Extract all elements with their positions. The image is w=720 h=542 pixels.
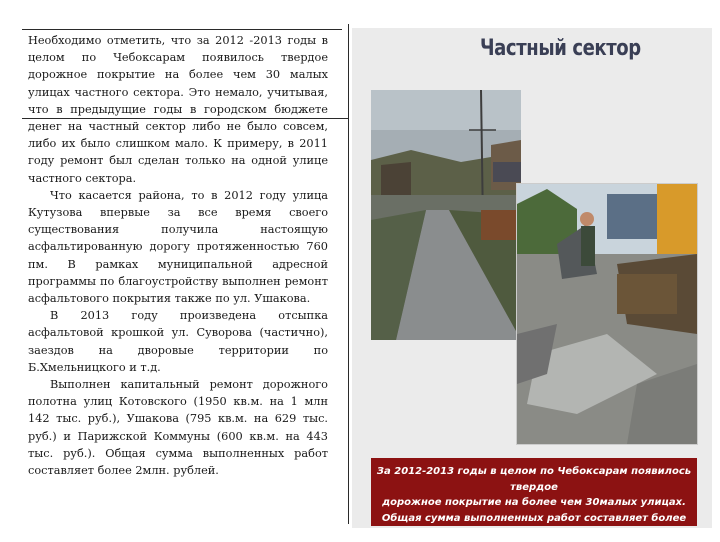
divider-rule — [348, 24, 349, 524]
top-rule — [22, 29, 342, 30]
roadwork-photo — [516, 183, 698, 445]
paragraph-4: Выполнен капитальный ремонт дорожного полотна улиц Котовского (1950 кв.м. на 1 млн 142 тыс. руб.), Ушакова (795 кв.м. на 629 тыс. руб.) и Парижской Коммуны (600 кв.м. на 443 тыс. руб.). Общая сумма выполненных работ составляет более 2млн. рублей. — [28, 378, 328, 478]
body-text — [28, 32, 328, 479]
caption-line-2: дорожное покрытие на более чем 30малых улицах. — [382, 497, 686, 508]
paragraph-3: В 2013 году произведена отсыпка асфальтовой крошкой ул. Суворова (частично), заездов на дворовые территории по Б.Хмельницкого и т.д. — [28, 309, 328, 374]
panel-title: Частный сектор — [480, 36, 641, 61]
paragraph-2: Что касается района, то в 2012 году улица Кутузова впервые за все время своего существования получила настоящую асфальтированную дорогу протяженностью 760 пм. В рамках муниципальной адресной программы по благоустройству выполнен ремонт асфальтового покрытия также по ул. Ушакова. — [28, 188, 328, 306]
paragraph-1: Необходимо отметить, что за 2012 -2013 годы в целом по Чебоксарам появилось твердое дорожное покрытие на более чем 30 малых улицах частного сектора. Это немало, учитывая, что в предыдущие годы в городском бюджете денег на частный сектор либо не было совсем, либо их было слишком мало. К примеру, в 2011 году ремонт был сделан только на одной улице частного сектора. — [28, 34, 328, 185]
caption-line-3: Общая сумма выполненных работ составляет более 2млн. рублей. — [381, 512, 687, 539]
road-photo — [371, 90, 521, 340]
caption-line-1: За 2012-2013 годы в целом по Чебоксарам появилось твердое — [376, 466, 692, 493]
summary-caption — [371, 458, 697, 539]
